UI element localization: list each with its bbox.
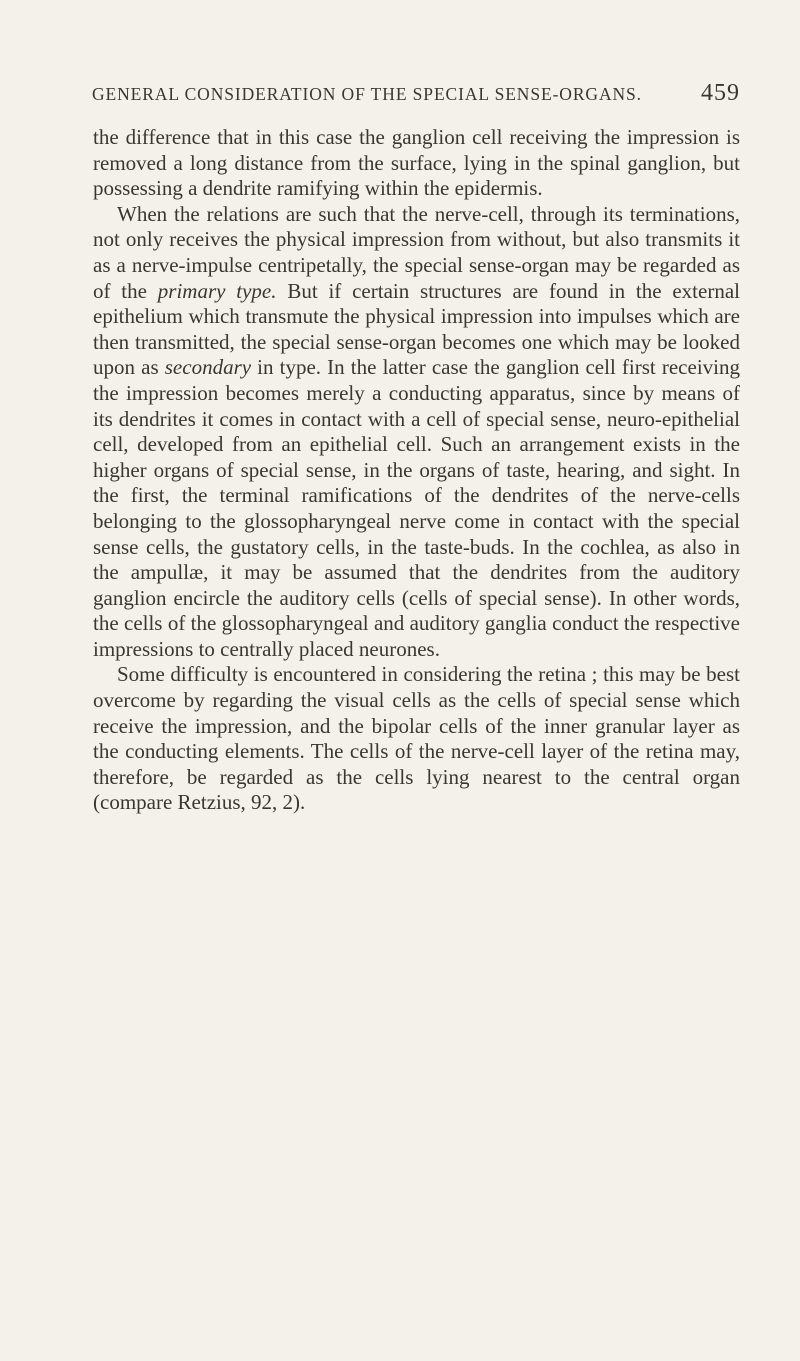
running-head (92, 80, 740, 120)
paragraph-text: But if certain structures are found in the external epithelium which transmute the physical impression into impulses which are then transmitted, the special sense-organ becomes one which may be looked upon as (93, 278, 740, 380)
paragraph-text: in type. In the latter case the ganglion cell first receiving the impression becomes merely a conducting apparatus, since by means of its dendrites it comes in contact with a cell of special sense, neuro-epithelial cell, developed from an epithelial cell. Such an arrangement exists in the higher organs of special sense, in the organs of taste, hearing, and sight. In the first, the terminal ramifications of the dendrites of the nerve-cells belonging to the glossopharyngeal nerve come in contact with the special sense cells, the gustatory cells, in the taste-buds. In the cochlea, as also in the ampullæ, it may be assumed that the dendrites from the auditory ganglion encircle the auditory cells (cells of special sense). In other words, the cells of the glossopharyngeal and auditory ganglia conduct the respective impressions to centrally placed neurones. (93, 355, 740, 661)
body-text (93, 125, 740, 816)
running-title: GENERAL CONSIDERATION OF THE SPECIAL SENSE-ORGANS. (92, 84, 642, 104)
secondary-type-term: secondary (164, 355, 252, 380)
primary-type-term: primary type. (157, 278, 277, 303)
paragraph-retina: Some difficulty is encountered in considering the retina ; this may be best overcome by regarding the visual cells as the cells of special sense which receive the impression, and the bipolar cells of the inner granular layer as the conducting elements. The cells of the nerve-cell layer of the retina may, therefore, be regarded as the cells lying nearest to the central organ (compare Retzius, 92, 2). (93, 662, 740, 815)
page-number: 459 (701, 80, 740, 106)
paragraph-continuation: the difference that in this case the ganglion cell receiving the impression is removed a long distance from the surface, lying in the spinal ganglion, but possessing a dendrite ramifying within the epidermis. (93, 125, 740, 201)
paragraph-text: When the relations are such that the nerve-cell, through its terminations, not only receives the physical impression from without, but also transmits it as a nerve-impulse centripetally, the special sense-organ may be regarded as of the (93, 201, 740, 303)
paragraph-sense-organ-types (93, 202, 740, 663)
